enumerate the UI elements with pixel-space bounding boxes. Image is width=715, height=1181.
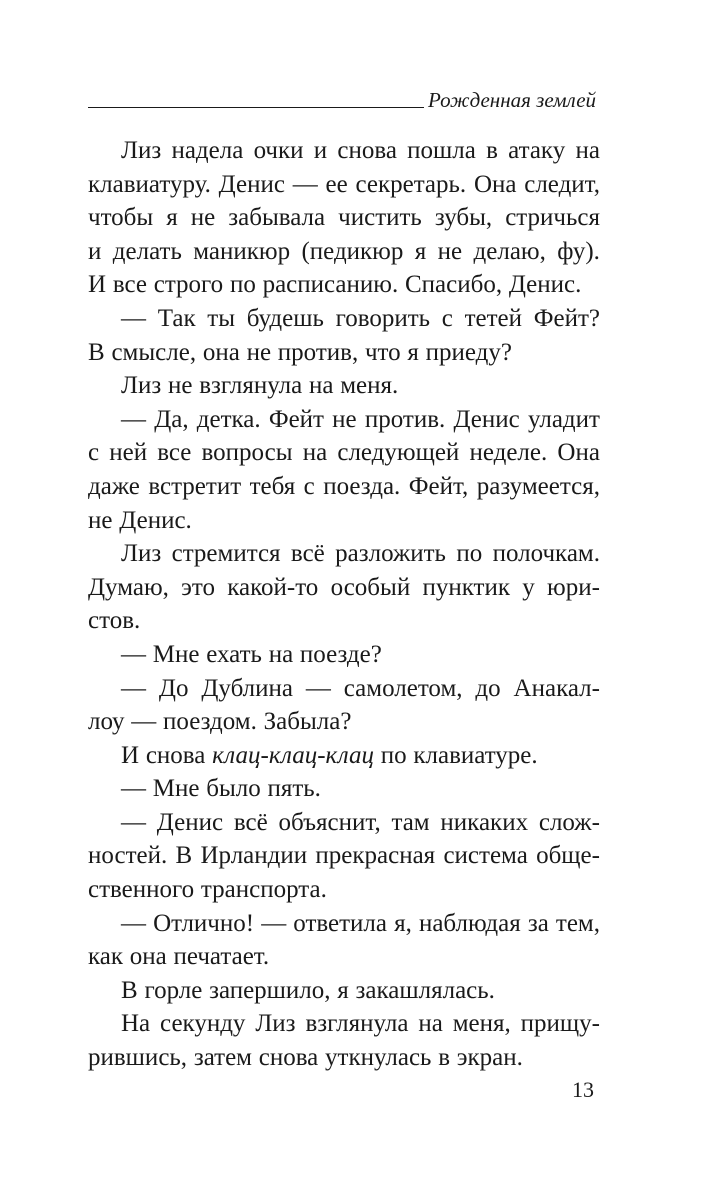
word: атаку [508,137,566,164]
word: с [303,472,315,500]
word: я [337,976,349,1004]
text-line [88,403,600,437]
word: секретарь. [355,170,467,198]
word: — [292,170,318,198]
word: пошла [407,137,476,164]
word: не [246,338,272,366]
word: строго [153,271,224,299]
word: не [437,237,463,265]
word: на [302,439,328,467]
word: Денис [156,808,224,836]
word: Лиз [121,137,162,164]
word: Ирландии [200,842,308,870]
word: — [305,674,331,702]
word: Анакал- [513,674,600,702]
word: Денис [218,170,285,198]
word: (педикюр [301,237,404,265]
word: я [414,237,427,265]
word: не [190,204,216,232]
word: против, [277,338,359,366]
word: прищу- [520,1010,600,1038]
word: лоу [88,708,125,736]
word: Мне [152,775,200,803]
word: по [229,271,256,299]
word: смысле, [111,338,197,366]
word: прекрасная [315,842,436,870]
word: слож- [538,808,600,836]
word: Она [473,170,517,198]
word: вопросы [201,439,293,467]
word: — [131,708,157,736]
word: — [121,674,146,702]
word: Дублина [201,674,293,702]
text-line [88,638,600,672]
word: в [438,1044,451,1072]
word: как [88,943,124,971]
word: забывала [228,204,326,232]
word: запершило, [209,976,331,1004]
word: даже [88,472,140,500]
word: обще- [536,842,600,870]
word: все [157,439,192,467]
word: я [407,338,419,366]
word: стричься [505,204,600,232]
word: на [418,1010,443,1038]
text-line [88,571,600,605]
word: ней [109,439,148,467]
word: следующей [337,439,460,467]
word: поезда. [323,472,401,500]
word: снова [145,741,206,769]
word: неделе. [469,439,548,467]
word: на [268,640,294,668]
word: секунду [160,1010,246,1038]
text-line [88,974,600,1008]
word: было [206,775,261,803]
word: за [527,909,549,937]
word: не [88,506,113,534]
word: горле [144,976,203,1004]
text-line [88,235,600,269]
word: Мне [152,640,200,668]
word: поездом. [163,708,257,736]
word: юри- [547,573,600,601]
word: встретит [148,472,242,500]
text-line [88,1007,600,1041]
word: рившись, [88,1044,188,1072]
word: не [332,405,357,433]
word: Фейт, [408,472,469,500]
word: взглянула [305,1010,409,1038]
word: клавиатуру. [88,170,211,198]
word: в [486,137,498,164]
word: Лиз [121,372,162,400]
page-number: 13 [572,1077,594,1102]
word: экран. [456,1044,523,1072]
word: Фейт [268,405,324,433]
word: там [391,808,430,836]
word: и [313,137,328,164]
word: уткнулась [325,1044,432,1072]
word: клавиатуре. [413,741,538,769]
word: тебя [249,472,296,500]
text-line [88,806,600,840]
word: Думаю, [88,573,169,601]
word: я, [394,909,412,937]
word: Она [557,439,600,467]
word: полочкам. [492,540,600,568]
word: наблюдая [418,909,521,937]
text-line [88,268,600,302]
header-rule [88,107,424,108]
word: очки [253,137,304,164]
word: будешь [246,304,324,332]
word: это [181,573,215,601]
word: клац-клац-клац [212,741,374,769]
word: на [308,372,334,400]
text-body [88,134,600,1075]
word: она [202,338,240,366]
word: На [121,1010,151,1038]
word: она [129,943,167,971]
word: закашлялась. [355,976,495,1004]
word: затем [193,1044,252,1072]
text-line [88,134,600,168]
text-line [88,201,600,235]
word: делаю, [473,237,546,265]
word: особый [330,573,411,601]
word: уладит [527,405,600,433]
word: у [522,573,535,601]
word: на [575,137,600,164]
text-line [88,470,600,504]
word: надела [171,137,244,164]
word: с [88,439,100,467]
text-line [88,873,600,907]
word: против. [364,405,446,433]
word: ответила [293,909,388,937]
text-line [88,1041,600,1075]
word: все [112,271,147,299]
text-line [88,537,600,571]
word: Денис. [119,506,192,534]
text-line [88,739,600,773]
word: меня. [340,372,399,400]
word: никаких [440,808,529,836]
word: тем, [555,909,600,937]
word: пять. [267,775,321,803]
word: — [121,405,146,433]
word: снова [337,137,397,164]
word: транспорта. [200,876,327,904]
word: до [475,674,501,702]
text-line [88,772,600,806]
word: поезде? [299,640,382,668]
word: меня, [452,1010,511,1038]
word: стремится [171,540,281,568]
word: Спасибо, [404,271,503,299]
word: — [121,808,146,836]
word: тетей [464,304,523,332]
word: чтобы [88,204,154,232]
word: фу). [557,237,600,265]
text-line [88,302,600,336]
word: ственного [88,876,195,904]
word: система [443,842,528,870]
word: печатает. [173,943,270,971]
word: разложить [335,540,446,568]
word: Денис. [508,271,582,299]
word: Отлично! [153,909,255,937]
text-line [88,436,600,470]
text-line [88,705,600,739]
word: самолетом, [343,674,463,702]
word: ностей. [88,842,168,870]
text-line [88,369,600,403]
text-line [88,672,600,706]
text-line [88,940,600,974]
word: — [121,775,146,803]
word: какой-то [227,573,319,601]
word: Забыла? [263,708,352,736]
word: по [380,741,407,769]
word: ехать [206,640,262,668]
word: Фейт? [533,304,600,332]
word: следит, [524,170,600,198]
word: снова [258,1044,319,1072]
word: И [88,271,107,299]
word: пунктик [422,573,510,601]
word: Денис [453,405,520,433]
word: и [88,237,102,265]
word: объяснит, [278,808,381,836]
word: — [261,909,287,937]
word: В [175,842,193,870]
word: всё [233,808,268,836]
word: зубы, [434,204,493,232]
text-line [88,336,600,370]
word: До [158,674,189,702]
word: Лиз [255,1010,296,1038]
word: Да, [154,405,189,433]
word: делать [112,237,182,265]
word: Лиз [121,540,162,568]
word: В [88,338,105,366]
word: взглянула [199,372,303,400]
word: — [121,304,146,332]
word: маникюр [193,237,291,265]
word: В [121,976,138,1004]
word: не [167,372,193,400]
text-line [88,604,600,638]
word: расписанию. [262,271,399,299]
word: по [456,540,483,568]
word: ты [207,304,236,332]
text-line [88,907,600,941]
word: И [121,741,140,769]
word: чистить [338,204,422,232]
word: приеду? [425,338,512,366]
text-line [88,168,600,202]
word: я [166,204,178,232]
word: разумеется, [476,472,600,500]
word: с [441,304,453,332]
running-title: Рожденная землей [428,88,597,112]
word: стов. [88,607,141,635]
word: — [121,909,146,937]
word: ее [325,170,348,198]
text-line [88,504,600,538]
text-line [88,839,600,873]
word: что [364,338,401,366]
word: Так [157,304,196,332]
word: всё [290,540,325,568]
word: — [121,640,146,668]
word: говорить [335,304,431,332]
word: детка. [196,405,261,433]
